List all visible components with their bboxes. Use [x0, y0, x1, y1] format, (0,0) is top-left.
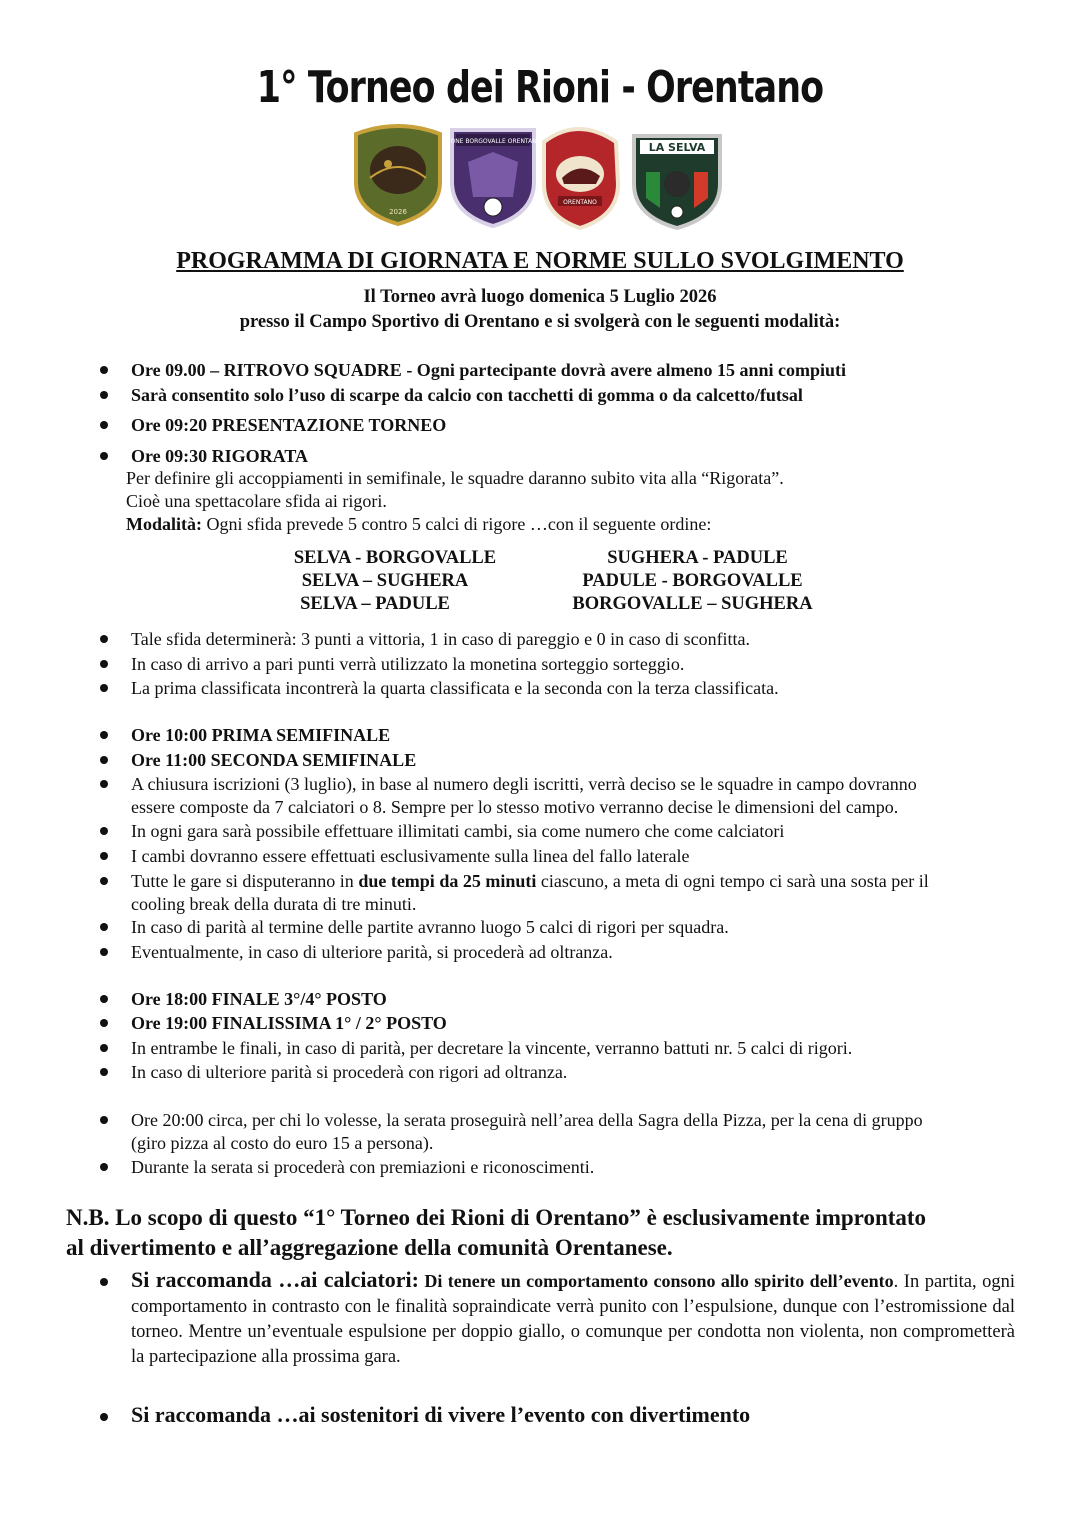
list-item-cont: essere composte da 7 calciatori o 8. Sempre per lo stesso motivo verranno decise le dimensioni del campo. — [131, 797, 899, 817]
bullet — [100, 852, 108, 860]
bullet — [100, 635, 108, 643]
bullet — [100, 1413, 108, 1421]
text-span: ciascuno, a meta di ogni tempo ci sarà una sosta per il — [536, 871, 929, 891]
bullet — [100, 923, 108, 931]
nb-note — [66, 1203, 1026, 1263]
bullet — [100, 660, 108, 668]
list-item: In entrambe le finali, in caso di parità, per decretare la vincente, verranno battuti nr. 5 calci di rigori. — [131, 1038, 853, 1058]
pairing-right-2: PADULE - BORGOVALLE — [582, 571, 803, 591]
pairing-left-2: SELVA – SUGHERA — [301, 571, 469, 591]
rac-lead: Si raccomanda …ai calciatori: — [131, 1267, 419, 1292]
bullet — [100, 391, 108, 399]
list-item: A chiusura iscrizioni (3 luglio), in base al numero degli iscritti, verrà deciso se le squadre in campo dovranno — [131, 774, 917, 794]
bullet — [100, 948, 108, 956]
recommendation-players — [131, 1267, 1015, 1370]
list-item: Ore 11:00 SECONDA SEMIFINALE — [131, 750, 417, 770]
nb-line-1: N.B. Lo scopo di questo “1° Torneo dei Rioni di Orentano” è esclusivamente improntato — [66, 1205, 927, 1230]
list-item: Ore 19:00 FINALISSIMA 1° / 2° POSTO — [131, 1013, 447, 1033]
list-item: Ore 09:20 PRESENTAZIONE TORNEO — [131, 415, 447, 435]
page-title: 1° Torneo dei Rioni - Orentano — [256, 62, 824, 113]
selva-crest-logo — [634, 136, 720, 228]
recommendation-supporters: Si raccomanda …ai sostenitori di vivere l’evento con divertimento — [131, 1402, 751, 1427]
pairing-right-1: SUGHERA - PADULE — [607, 548, 788, 568]
bullet — [100, 827, 108, 835]
bullet — [100, 731, 108, 739]
nb-line-2: al divertimento e all’aggregazione della comunità Orentanese. — [66, 1235, 673, 1260]
bullet — [100, 1278, 108, 1286]
list-item: Ore 18:00 FINALE 3°/4° POSTO — [131, 989, 387, 1009]
list-item: Ore 20:00 circa, per chi lo volesse, la serata proseguirà nell’area della Sagra della Pizza, per la cena di gruppo — [131, 1110, 923, 1130]
bullet — [100, 995, 108, 1003]
bullet — [100, 1068, 108, 1076]
sughera-crest-logo — [544, 129, 618, 228]
list-item: La prima classificata incontrerà la quarta classificata e la seconda con la terza classificata. — [131, 678, 779, 698]
rigorata-text-3 — [126, 513, 711, 536]
padule-crest-logo — [356, 126, 440, 224]
bullet — [100, 1116, 108, 1124]
modalita-label: Modalità: — [126, 514, 202, 534]
bullet — [100, 421, 108, 429]
bullet — [100, 756, 108, 764]
list-item — [131, 869, 929, 893]
sughera-sub: ORENTANO — [563, 199, 597, 206]
program-heading: PROGRAMMA DI GIORNATA E NORME SULLO SVOLGIMENTO — [176, 248, 904, 274]
list-item: In caso di arrivo a pari punti verrà utilizzato la monetina sorteggio sorteggio. — [131, 654, 685, 674]
text-span: Tutte le gare si disputeranno in — [131, 871, 359, 891]
list-item: Ore 10:00 PRIMA SEMIFINALE — [131, 725, 391, 745]
pairing-left-3: SELVA – PADULE — [300, 594, 450, 614]
bullet — [100, 1044, 108, 1052]
modalita-text: Ogni sfida prevede 5 contro 5 calci di rigore …con il seguente ordine: — [202, 514, 712, 534]
list-item: In ogni gara sarà possibile effettuare illimitati cambi, sia come numero che come calciatori — [131, 821, 785, 841]
bullet — [100, 1019, 108, 1027]
bullet — [100, 877, 108, 885]
list-item: I cambi dovranno essere effettuati esclusivamente sulla linea del fallo laterale — [131, 846, 690, 866]
list-item: Ore 09:30 RIGORATA — [131, 446, 308, 466]
bullet — [100, 1163, 108, 1171]
padule-year: 2026 — [389, 208, 407, 216]
intro-line-2: presso il Campo Sportivo di Orentano e si svolgerà con le seguenti modalità: — [239, 312, 841, 332]
list-item: In caso di ulteriore parità si procederà con rigori ad oltranza. — [131, 1062, 568, 1082]
rigorata-text-2: Cioè una spettacolare sfida ai rigori. — [126, 491, 387, 511]
rac-text: . In partita, ogni comportamento in contrasto con le finalità sopraindicate verrà punito con l’espulsione, dunque con l’estromissione dal torneo. Mentre un’eventuale espulsione per doppio giallo, o comunque per condotta non violenta, non comprometterà la partecipazione alla prossima gara. — [131, 1272, 1015, 1367]
list-item: Sarà consentito solo l’uso di scarpe da calcio con tacchetti di gomma o da calcetto/futsal — [131, 385, 803, 405]
list-item: Ore 09.00 – RITROVO SQUADRE - Ogni partecipante dovrà avere almeno 15 anni compiuti — [131, 360, 846, 380]
bold-span: due tempi da 25 minuti — [358, 871, 537, 891]
list-item: Tale sfida determinerà: 3 punti a vittoria, 1 in caso di pareggio e 0 in caso di sconfitta. — [131, 629, 751, 649]
borgovalle-crest-logo — [445, 130, 542, 226]
bullet — [100, 366, 108, 374]
bullet — [100, 452, 108, 460]
selva-text: LA SELVA — [648, 141, 706, 154]
borgovalle-text: RIONE BORGOVALLE ORENTANO — [444, 138, 542, 145]
list-item: Eventualmente, in caso di ulteriore parità, si procederà ad oltranza. — [131, 942, 613, 962]
bullet — [100, 780, 108, 788]
pairing-left-1: SELVA - BORGOVALLE — [293, 548, 497, 568]
list-item-cont: (giro pizza al costo do euro 15 a persona). — [131, 1133, 434, 1153]
rac-bold: Di tenere un comportamento consono allo spirito dell’evento — [418, 1271, 894, 1291]
rigorata-text-1: Per definire gli accoppiamenti in semifinale, le squadre daranno subito vita alla “Rigorata”. — [126, 468, 784, 488]
list-item: In caso di parità al termine delle partite avranno luogo 5 calci di rigori per squadra. — [131, 917, 729, 937]
list-item-cont: cooling break della durata di tre minuti. — [131, 894, 417, 914]
list-item: Durante la serata si procederà con premiazioni e riconoscimenti. — [131, 1157, 595, 1177]
intro-line-1: Il Torneo avrà luogo domenica 5 Luglio 2026 — [363, 287, 717, 307]
pairing-right-3: BORGOVALLE – SUGHERA — [572, 594, 813, 614]
rioni-logos — [348, 112, 738, 230]
bullet — [100, 684, 108, 692]
